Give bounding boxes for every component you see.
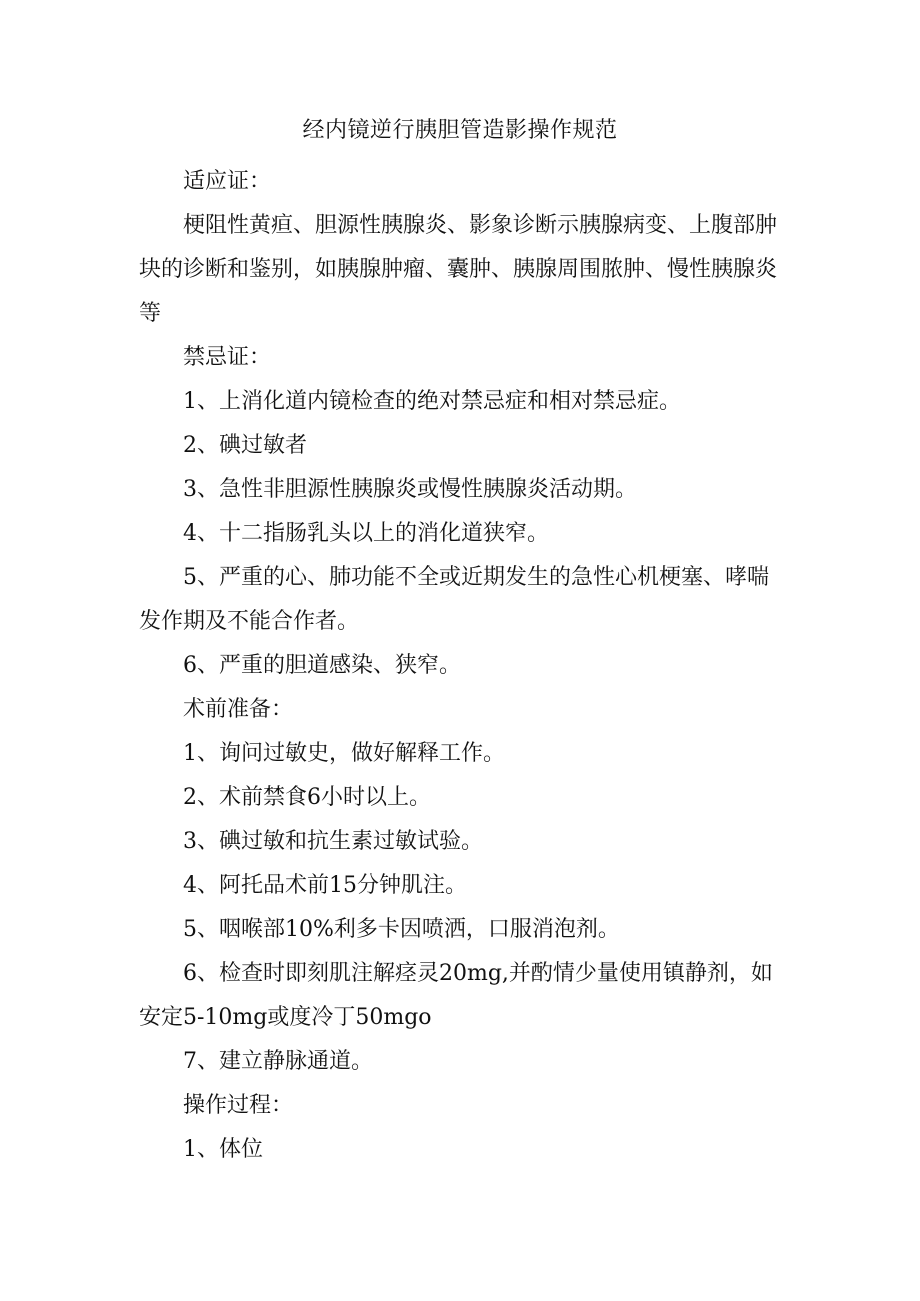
list-item: 5、咽喉部10%利多卡因喷洒，口服消泡剂。 bbox=[183, 917, 620, 942]
list-item: 1、询问过敏史，做好解释工作。 bbox=[183, 741, 505, 766]
document-body bbox=[139, 160, 789, 1172]
list-item: 3、碘过敏和抗生素过敏试验。 bbox=[183, 829, 483, 854]
section-heading-preoperative: 术前准备： bbox=[183, 697, 294, 722]
list-item: 6、检查时即刻肌注解痉灵20mg,并酌情少量使用镇静剂，如安定5-10mg或度冷丁50mgo bbox=[139, 961, 773, 1030]
list-item: 4、阿托品术前15分钟肌注。 bbox=[183, 873, 467, 898]
list-item: 6、严重的胆道感染、狭窄。 bbox=[183, 653, 461, 678]
list-item: 4、十二指肠乳头以上的消化道狭窄。 bbox=[183, 521, 549, 546]
list-item: 1、体位 bbox=[183, 1137, 263, 1162]
list-item: 7、建立静脉通道。 bbox=[183, 1049, 373, 1074]
paragraph-indications: 梗阻性黄疸、胆源性胰腺炎、影象诊断示胰腺病变、上腹部肿块的诊断和鉴别，如胰腺肿瘤、囊肿、胰腺周围脓肿、慢性胰腺炎等 bbox=[139, 213, 778, 326]
list-item: 1、上消化道内镜检查的绝对禁忌症和相对禁忌症。 bbox=[183, 389, 681, 414]
section-heading-contraindications: 禁忌证： bbox=[183, 345, 272, 370]
list-item: 3、急性非胆源性胰腺炎或慢性胰腺炎活动期。 bbox=[183, 477, 637, 502]
section-heading-indications: 适应证： bbox=[183, 169, 272, 194]
list-item: 2、碘过敏者 bbox=[183, 433, 307, 458]
list-item: 5、严重的心、肺功能不全或近期发生的急性心机梗塞、哮喘发作期及不能合作者。 bbox=[139, 565, 769, 634]
document-title: 经内镜逆行胰胆管造影操作规范 bbox=[302, 118, 618, 143]
section-heading-procedure: 操作过程： bbox=[183, 1093, 294, 1118]
list-item: 2、术前禁食6小时以上。 bbox=[183, 785, 431, 810]
